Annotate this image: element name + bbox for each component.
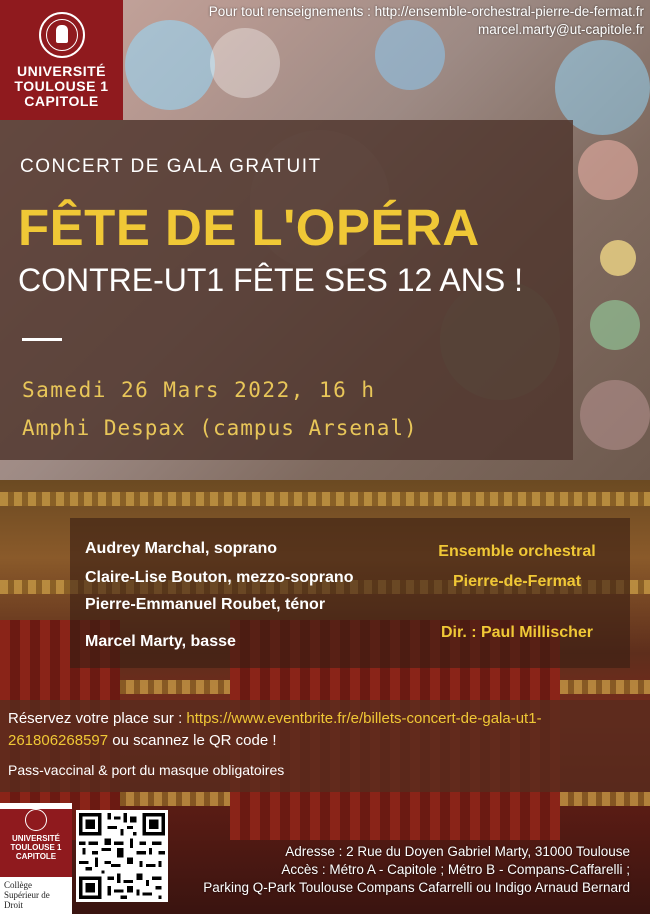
- seal-icon: [39, 12, 85, 58]
- university-logo: [0, 0, 123, 120]
- artist-name: Audrey Marchal, soprano: [85, 540, 278, 557]
- bokeh-light: [580, 380, 650, 450]
- ensemble-name-line-1: Ensemble orchestral: [438, 543, 596, 560]
- college-line-1: Collège: [4, 880, 32, 890]
- reservation-suffix: ou scannez le QR code !: [108, 732, 277, 749]
- address-line-2: Accès : Métro A - Capitole ; Métro B - Compans-Caffarelli ;: [281, 862, 630, 877]
- logo-line-1: UNIVERSITÉ: [16, 63, 106, 79]
- reservation-text: [8, 708, 568, 752]
- address-line-3: Parking Q-Park Toulouse Compans Cafarrelli ou Indigo Arnaud Bernard: [203, 880, 630, 895]
- bokeh-light: [125, 20, 215, 110]
- logo-small-line-1: UNIVERSITÉ: [11, 834, 60, 843]
- ensemble-director: Dir. : Paul Millischer: [440, 624, 594, 641]
- concert-kicker: CONCERT DE GALA GRATUIT: [20, 156, 322, 177]
- event-subtitle: CONTRE-UT1 FÊTE SES 12 ANS !: [18, 262, 523, 298]
- seal-icon: [25, 809, 47, 831]
- ensemble-name-line-2: Pierre-de-Fermat: [452, 573, 582, 590]
- artist-name: Pierre-Emmanuel Roubet, ténor: [85, 596, 326, 613]
- qr-code[interactable]: [76, 810, 168, 902]
- contact-info: [209, 3, 644, 39]
- divider: [22, 338, 62, 341]
- artist-name: Claire-Lise Bouton, mezzo-soprano: [85, 569, 354, 586]
- logo-small-line-2: TOULOUSE 1: [10, 843, 62, 852]
- website-link[interactable]: Pour tout renseignements : http://ensemble-orchestral-pierre-de-fermat.fr: [208, 4, 644, 19]
- college-logo: [0, 803, 72, 914]
- event-venue: Amphi Despax (campus Arsenal): [22, 416, 418, 440]
- email-link[interactable]: marcel.marty@ut-capitole.fr: [478, 22, 644, 37]
- address-block: [203, 843, 630, 897]
- event-date: Samedi 26 Mars 2022, 16 h: [22, 378, 376, 402]
- event-title: FÊTE DE L'OPÉRA: [18, 199, 480, 256]
- college-line-3: Droit: [4, 900, 23, 910]
- logo-small-line-3: CAPITOLE: [15, 852, 57, 861]
- reservation-prefix: Réservez votre place sur :: [8, 710, 187, 727]
- logo-line-3: CAPITOLE: [24, 93, 99, 109]
- eventbrite-link[interactable]: https://www.eventbrite.fr/e/billets-concert-de-gala-ut1-261806268597: [8, 710, 542, 749]
- bokeh-light: [600, 240, 636, 276]
- bokeh-light: [578, 140, 638, 200]
- address-line-1: Adresse : 2 Rue du Doyen Gabriel Marty, 31000 Toulouse: [285, 844, 630, 859]
- balcony-gilt: [0, 492, 650, 506]
- logo-line-2: TOULOUSE 1: [14, 78, 109, 94]
- artist-name: Marcel Marty, basse: [85, 633, 236, 650]
- bokeh-light: [590, 300, 640, 350]
- college-line-2: Supérieur de: [4, 890, 50, 900]
- health-notice: Pass-vaccinal & port du masque obligatoires: [8, 762, 285, 778]
